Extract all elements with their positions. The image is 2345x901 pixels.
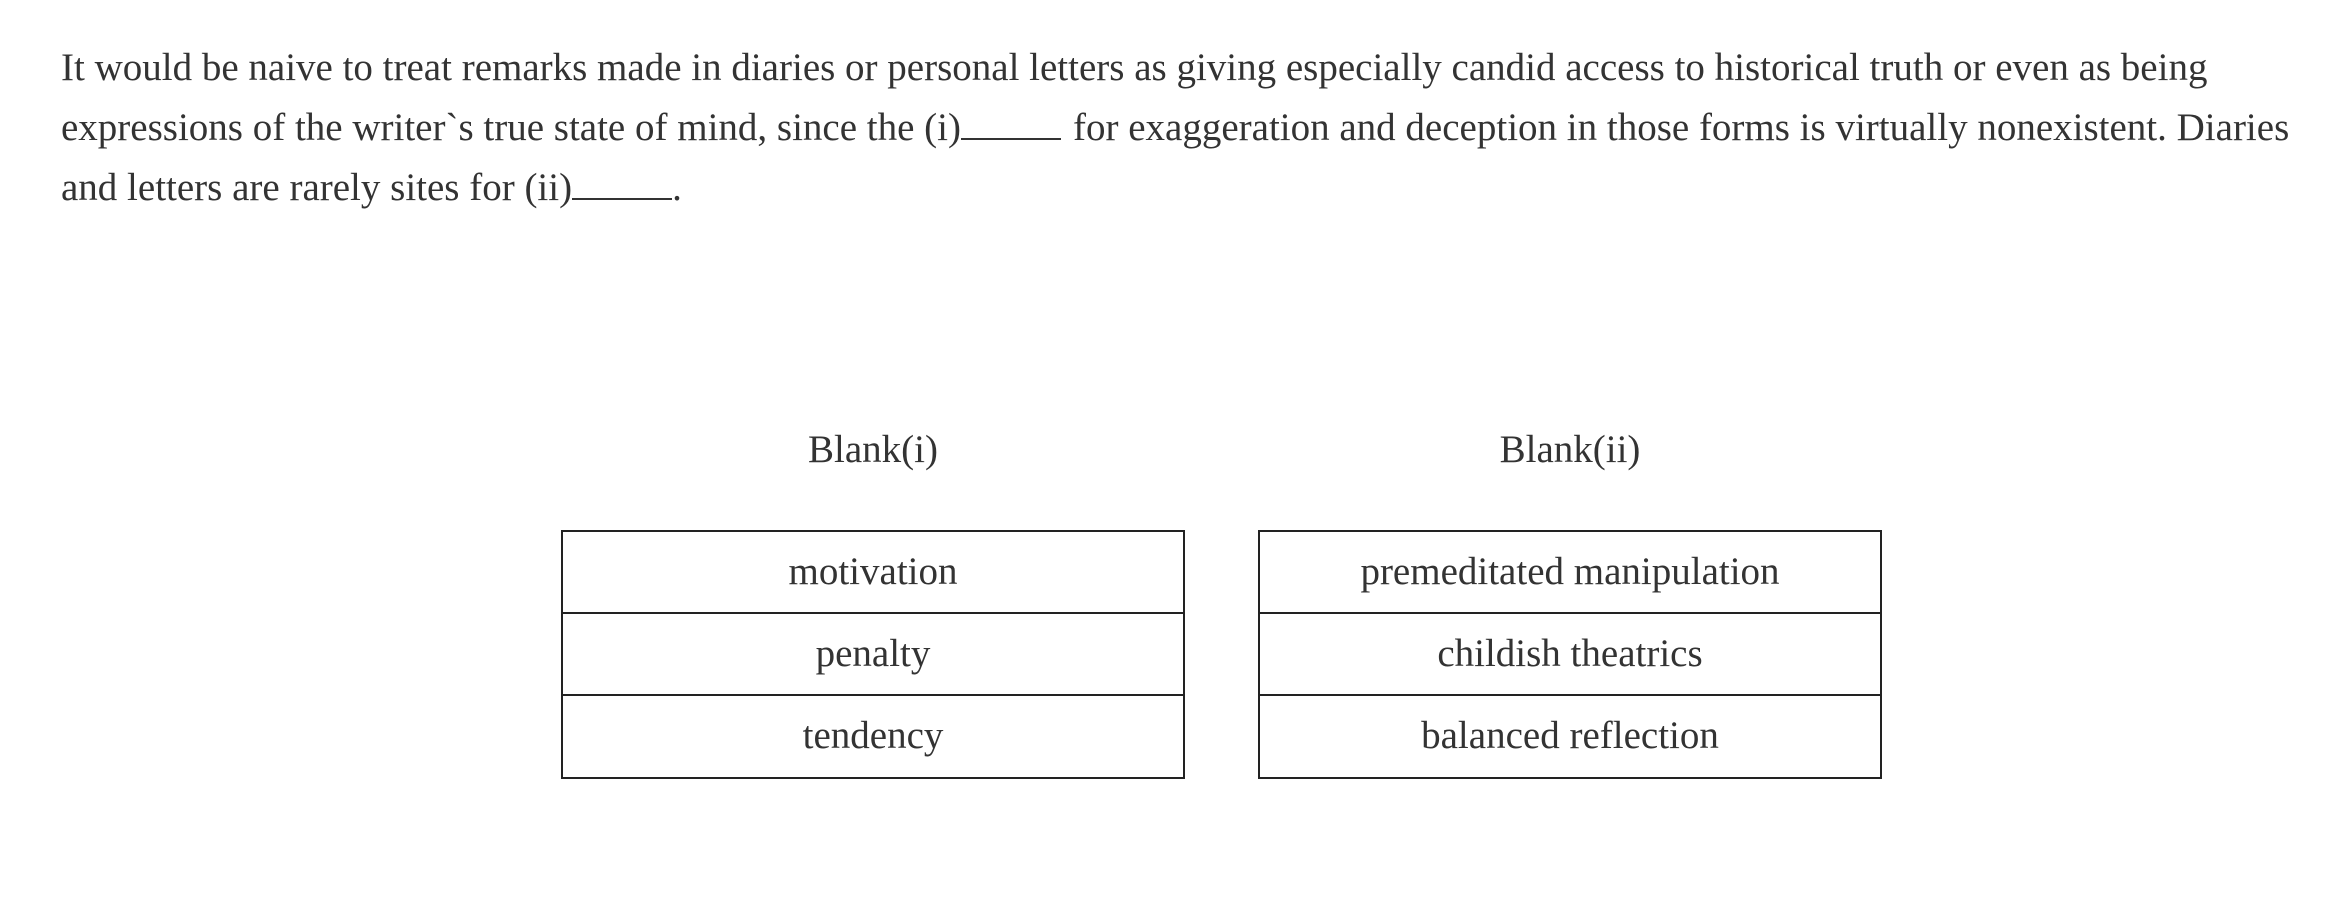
blank-ii-placeholder (572, 158, 672, 200)
blank-ii-header: Blank(ii) (1499, 428, 1641, 471)
blank-i-placeholder (961, 98, 1061, 140)
blank-i-option-motivation[interactable]: motivation (563, 532, 1183, 614)
question-text (61, 38, 2311, 218)
blank-i-choices (561, 530, 1185, 779)
blank-ii-option-balanced-reflection[interactable]: balanced reflection (1260, 696, 1880, 777)
blank-i-header: Blank(i) (808, 428, 938, 471)
question-part-2: for exaggeration and deception in those forms is virtually nonexistent. Diaries and letters are rarely sites for (ii) (61, 106, 2290, 209)
blank-i-option-penalty[interactable]: penalty (563, 614, 1183, 696)
question-part-1: It would be naive to treat remarks made in diaries or personal letters as giving especially candid access to historical truth or even as being expressions of the writer`s true state of mind, since the (i) (61, 46, 2208, 149)
blank-ii-column (1258, 420, 1882, 779)
question-part-3: . (672, 166, 682, 209)
blank-i-column (561, 420, 1185, 779)
blank-i-option-tendency[interactable]: tendency (563, 696, 1183, 777)
blank-ii-option-childish-theatrics[interactable]: childish theatrics (1260, 614, 1880, 696)
blank-ii-choices (1258, 530, 1882, 779)
blank-ii-option-premeditated-manipulation[interactable]: premeditated manipulation (1260, 532, 1880, 614)
